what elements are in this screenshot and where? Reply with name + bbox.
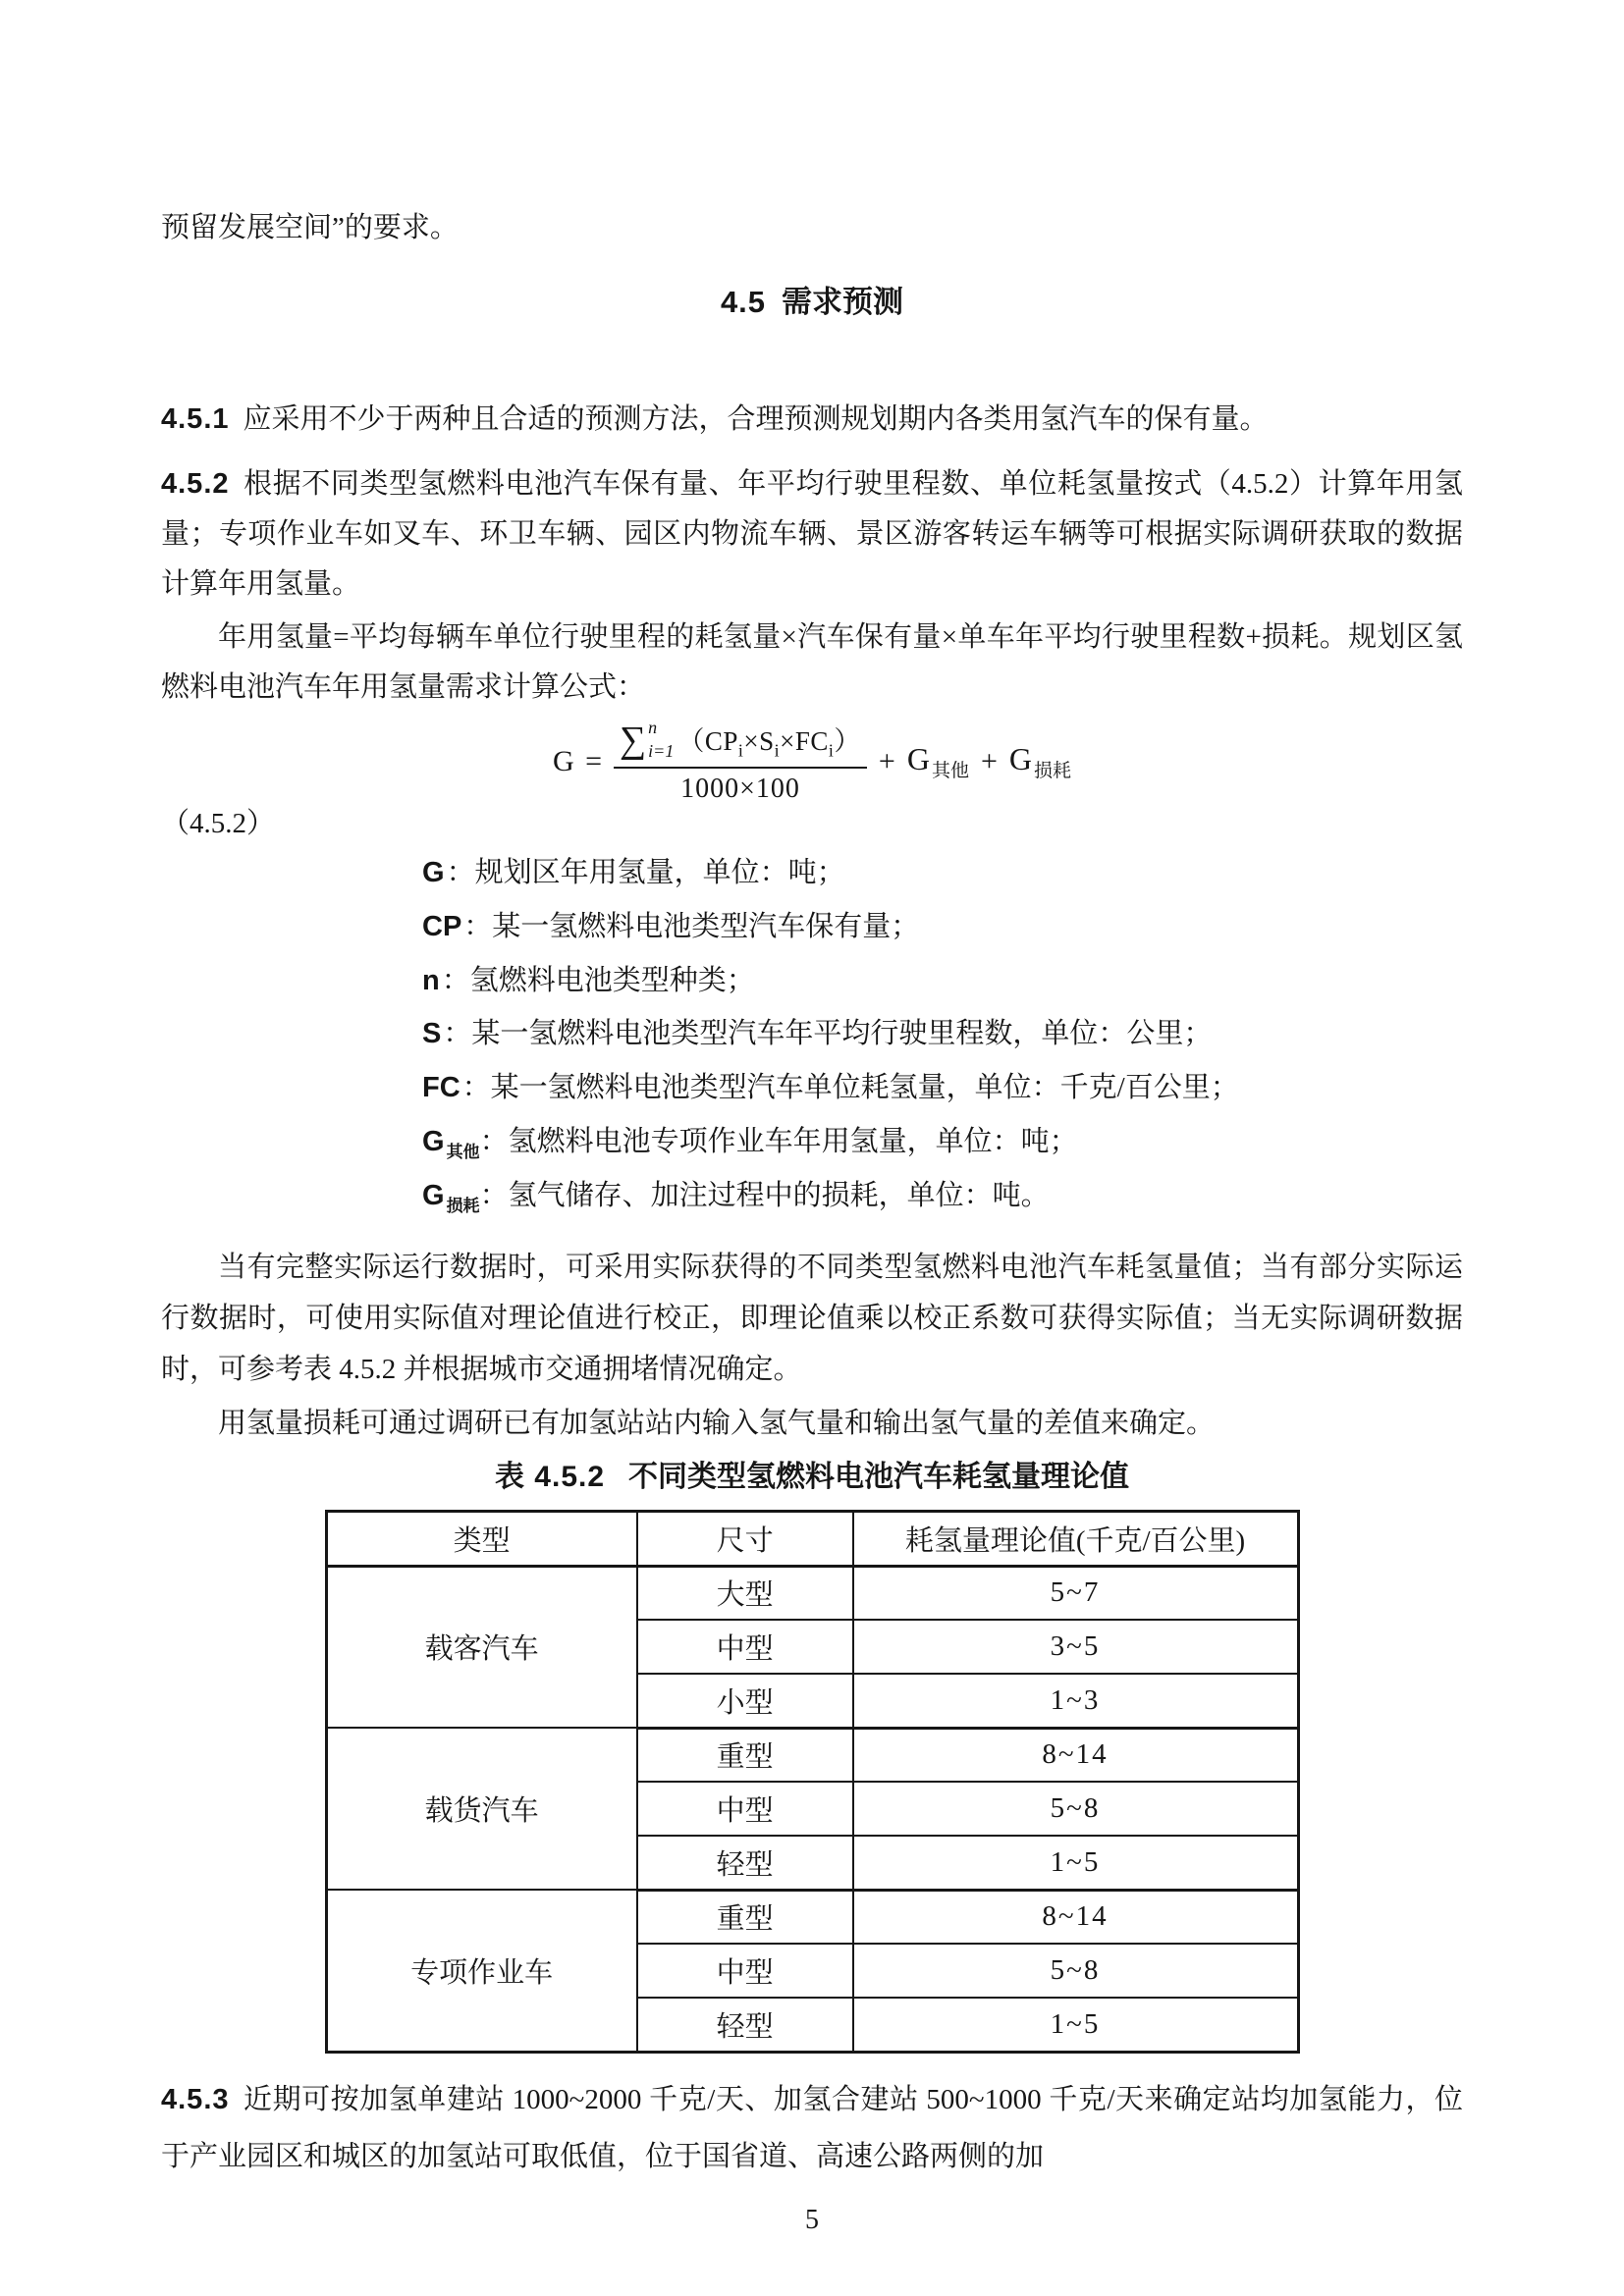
definition-row: G：规划区年用氢量，单位：吨； bbox=[422, 857, 845, 888]
plus-sign: + bbox=[980, 745, 998, 777]
clause-text-4-5-2: 根据不同类型氢燃料电池汽车保有量、年平均行驶里程数、单位耗氢量按式（4.5.2）计算年用氢量；专项作业车如叉车、环卫车辆、园区内物流车辆、景区游客转运车辆等可根据实际调研获取的数据计算年用氢量。 bbox=[161, 468, 1463, 600]
summation-symbol: ∑ n i=1 bbox=[620, 718, 675, 762]
table-cell-size: 中型 bbox=[637, 1782, 853, 1836]
table-cell-vehicle-type: 载客汽车 bbox=[326, 1566, 637, 1728]
formula-fraction bbox=[614, 719, 867, 805]
hydrogen-demand-formula bbox=[161, 715, 1463, 809]
table-cell-value: 5~8 bbox=[853, 1782, 1298, 1836]
table-row bbox=[326, 1890, 1298, 1944]
annual-hydrogen-paragraph: 年用氢量=平均每辆车单位行驶里程的耗氢量×汽车保有量×单车年平均行驶里程数+损耗。规划区氢燃料电池汽车年用氢量需求计算公式： bbox=[161, 621, 1463, 703]
definition-row: n：氢燃料电池类型种类； bbox=[422, 964, 755, 996]
clause-label-4-5-1: 4.5.1 bbox=[161, 403, 230, 435]
paragraph-4-5-1 bbox=[161, 395, 1463, 445]
table-cell-value: 5~8 bbox=[853, 1944, 1298, 1998]
intro-paragraph: 预留发展空间”的要求。 bbox=[161, 212, 459, 243]
sum-lower-limit: i=1 bbox=[648, 741, 675, 762]
paragraph-4-5-3 bbox=[161, 2071, 1463, 2185]
table-cell-value: 1~5 bbox=[853, 1836, 1298, 1890]
formula-lhs: G = bbox=[552, 745, 605, 777]
table-cell-value: 1~3 bbox=[853, 1674, 1298, 1728]
table-header-row bbox=[326, 1511, 1298, 1566]
equation-number: （4.5.2） bbox=[161, 808, 276, 839]
table-header-value: 耗氢量理论值(千克/百公里) bbox=[853, 1511, 1298, 1566]
definition-row: G $_{损耗}$：氢气储存、加注过程中的损耗，单位：吨。 bbox=[422, 1179, 1050, 1215]
actual-data-paragraph: 当有完整实际运行数据时，可采用实际获得的不同类型氢燃料电池汽车耗氢量值；当有部分实际运行数据时，可使用实际值对理论值进行校正，即理论值乘以校正系数可获得实际值；当无实际调研数据时，可参考表 4.5.2 并根据城市交通拥堵情况确定。 bbox=[161, 1251, 1463, 1385]
sum-upper-limit: n bbox=[648, 718, 658, 737]
plus-sign: + bbox=[878, 745, 895, 777]
table-cell-vehicle-type: 专项作业车 bbox=[326, 1890, 637, 2052]
table-title-text: 不同类型氢燃料电池汽车耗氢量理论值 bbox=[628, 1460, 1130, 1493]
table-cell-value: 3~5 bbox=[853, 1620, 1298, 1674]
definition-row: FC：某一氢燃料电池类型汽车单位耗氢量，单位：千克/百公里； bbox=[422, 1072, 1239, 1104]
formula-denominator: 1000×100 bbox=[680, 774, 800, 804]
table-cell-size: 重型 bbox=[637, 1728, 853, 1782]
definition-row: S：某一氢燃料电池类型汽车年平均行驶里程数，单位：公里； bbox=[422, 1018, 1213, 1050]
clause-label-4-5-3: 4.5.3 bbox=[161, 2083, 230, 2115]
paragraph-4-5-2 bbox=[161, 459, 1463, 610]
table-header-size: 尺寸 bbox=[637, 1511, 853, 1566]
table-title-label: 表 4.5.2 bbox=[494, 1460, 606, 1493]
table-cell-value: 1~5 bbox=[853, 1998, 1298, 2052]
table-cell-vehicle-type: 载货汽车 bbox=[326, 1728, 637, 1890]
section-heading-number: 4.5 bbox=[720, 285, 767, 319]
table-cell-size: 小型 bbox=[637, 1674, 853, 1728]
table-cell-value: 5~7 bbox=[853, 1566, 1298, 1620]
clause-label-4-5-2: 4.5.2 bbox=[161, 468, 230, 500]
clause-text-4-5-3: 近期可按加氢单建站 1000~2000 千克/天、加氢合建站 500~1000 千克/天来确定站均加氢能力，位于产业园区和城区的加氢站可取低值，位于国省道、高速公路两侧的加 bbox=[161, 2083, 1463, 2172]
table-header-type: 类型 bbox=[326, 1511, 637, 1566]
loss-note-paragraph: 用氢量损耗可通过调研已有加氢站站内输入氢气量和输出氢气量的差值来确定。 bbox=[218, 1407, 1216, 1439]
hydrogen-consumption-table bbox=[325, 1510, 1300, 2054]
definition-row: CP：某一氢燃料电池类型汽车保有量； bbox=[422, 910, 920, 942]
g-loss-term: G $_{损耗}$ bbox=[1008, 740, 1072, 782]
table-cell-value: 8~14 bbox=[853, 1890, 1298, 1944]
table-cell-size: 轻型 bbox=[637, 1998, 853, 2052]
numerator-terms: $(CP_i\times S_i\times FC_i)$ bbox=[677, 725, 861, 761]
table-cell-size: 中型 bbox=[637, 1620, 853, 1674]
variable-definitions bbox=[161, 851, 1463, 1228]
page-number: 5 bbox=[805, 2204, 819, 2235]
section-heading-text: 需求预测 bbox=[782, 285, 904, 319]
definition-row: G $_{其他}$：氢燃料电池专项作业车年用氢量，单位：吨； bbox=[422, 1125, 1078, 1161]
table-cell-size: 中型 bbox=[637, 1944, 853, 1998]
table-cell-value: 8~14 bbox=[853, 1728, 1298, 1782]
clause-text-4-5-1: 应采用不少于两种且合适的预测方法，合理预测规划期内各类用氢汽车的保有量。 bbox=[243, 403, 1269, 435]
table-cell-size: 大型 bbox=[637, 1566, 853, 1620]
table-title bbox=[161, 1455, 1463, 1500]
formula-numerator bbox=[614, 719, 867, 769]
g-other-term: G $_{其他}$ bbox=[906, 740, 969, 782]
table-row bbox=[326, 1566, 1298, 1620]
table-row bbox=[326, 1728, 1298, 1782]
table-cell-size: 轻型 bbox=[637, 1836, 853, 1890]
section-heading bbox=[161, 279, 1463, 326]
table-cell-size: 重型 bbox=[637, 1890, 853, 1944]
